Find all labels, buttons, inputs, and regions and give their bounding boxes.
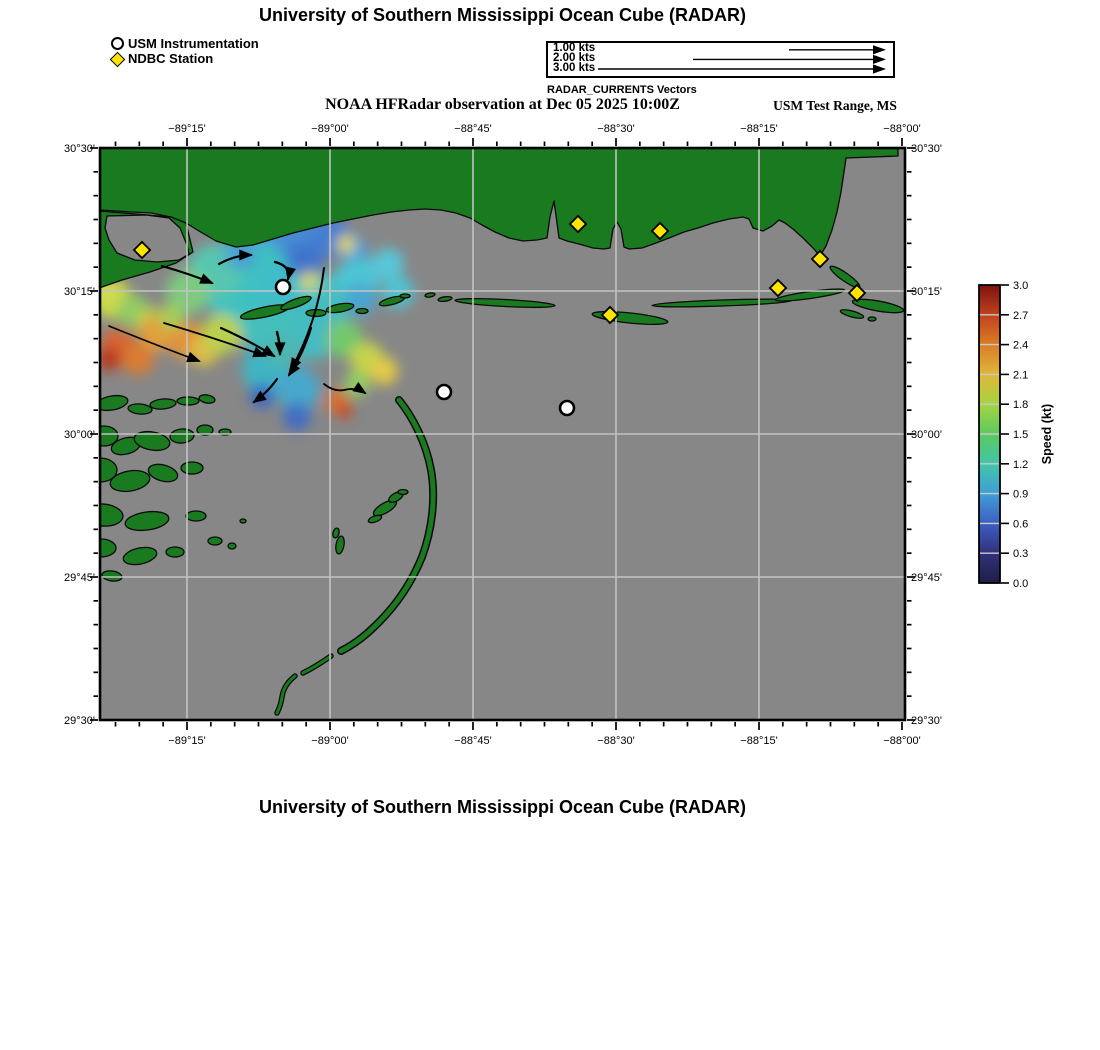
observation-subtitle: NOAA HFRadar observation at Dec 05 2025 10:00Z [325,96,680,113]
legend-label-usm: USM Instrumentation [128,36,259,51]
speed-field-blob [337,235,355,253]
marsh-patch [228,543,236,549]
speed-field-blob [122,343,154,375]
colorbar-tick-label: 1.8 [1013,399,1029,412]
vector-scale-row-1: 1.00 kts [553,42,596,54]
colorbar-tick-label: 1.2 [1013,458,1029,471]
x-axis-label-top: −88°15' [740,123,778,135]
x-axis-label-bottom: −88°45' [454,735,492,747]
y-axis-label-right: 29°30' [911,715,942,727]
colorbar-tick-label: 2.4 [1013,339,1029,352]
x-axis-label-bottom: −88°15' [740,735,778,747]
colorbar-tick-label: 0.0 [1013,578,1029,590]
usm-instrument-marker [437,385,451,399]
x-axis-label-top: −88°45' [454,123,492,135]
colorbar-axis-label: Speed (kt) [1040,403,1054,465]
usm-instrument-marker [560,401,574,415]
barrier-island [356,309,368,314]
marsh-patch [208,537,222,545]
x-axis-label-top: −88°30' [597,123,635,135]
colorbar-tick-label: 2.7 [1013,309,1029,322]
marsh-patch [240,519,246,523]
colorbar-tick-label: 0.9 [1013,488,1029,501]
marsh-patch [186,511,206,521]
y-axis-label-left: 30°30' [64,143,95,155]
marsh-patch [166,547,184,557]
speed-field-blob [283,403,311,431]
speed-field-blob [344,371,370,397]
colorbar-tick-label: 3.0 [1013,280,1029,292]
vector-scale-caption: RADAR_CURRENTS Vectors [547,84,697,96]
x-axis-label-bottom: −88°00' [883,735,921,747]
y-axis-label-right: 30°30' [911,143,942,155]
colorbar-tick-label: 2.1 [1013,369,1029,382]
y-axis-label-right: 30°15' [911,286,942,298]
legend-label-ndbc: NDBC Station [128,51,214,66]
x-axis-label-bottom: −88°30' [597,735,635,747]
marsh-patch [177,397,199,405]
vector-scale-row-2: 2.00 kts [553,51,596,64]
y-axis-label-left: 30°15' [64,286,95,298]
speed-field-blob [300,272,318,290]
barrier-island [400,294,410,298]
footer-title: University of Southern Mississippi Ocean Cube (RADAR) [258,797,747,817]
y-axis-label-left: 29°30' [64,715,95,727]
x-axis-label-top: −89°00' [311,123,349,135]
colorbar-tick-label: 1.5 [1013,429,1029,441]
colorbar-tick-label: 0.3 [1013,548,1029,561]
barrier-island [398,490,408,495]
map-clipped-layers [82,148,905,720]
speed-field-blob [372,248,404,280]
x-axis-label-bottom: −89°00' [311,735,349,747]
test-range-label: USM Test Range, MS [773,98,897,113]
vector-scale-row-3: 3.00 kts [553,61,596,74]
marsh-patch [181,462,203,474]
y-axis-label-right: 29°45' [911,572,942,584]
speed-field-blob [336,403,352,419]
barrier-island [868,317,876,321]
y-axis-label-left: 29°45' [64,572,95,584]
x-axis-label-top: −89°15' [168,123,206,135]
page-title: University of Southern Mississippi Ocean Cube (RADAR) [258,5,747,25]
speed-field-blob [370,357,398,385]
speed-field-blob [158,304,184,330]
x-axis-label-top: −88°00' [883,123,921,135]
y-axis-label-right: 30°00' [911,429,942,441]
colorbar-tick-label: 0.6 [1013,518,1029,531]
x-axis-label-bottom: −89°15' [168,735,206,747]
y-axis-label-left: 30°00' [64,429,95,441]
usm-instrument-marker [276,280,290,294]
colorbar [979,280,1054,590]
